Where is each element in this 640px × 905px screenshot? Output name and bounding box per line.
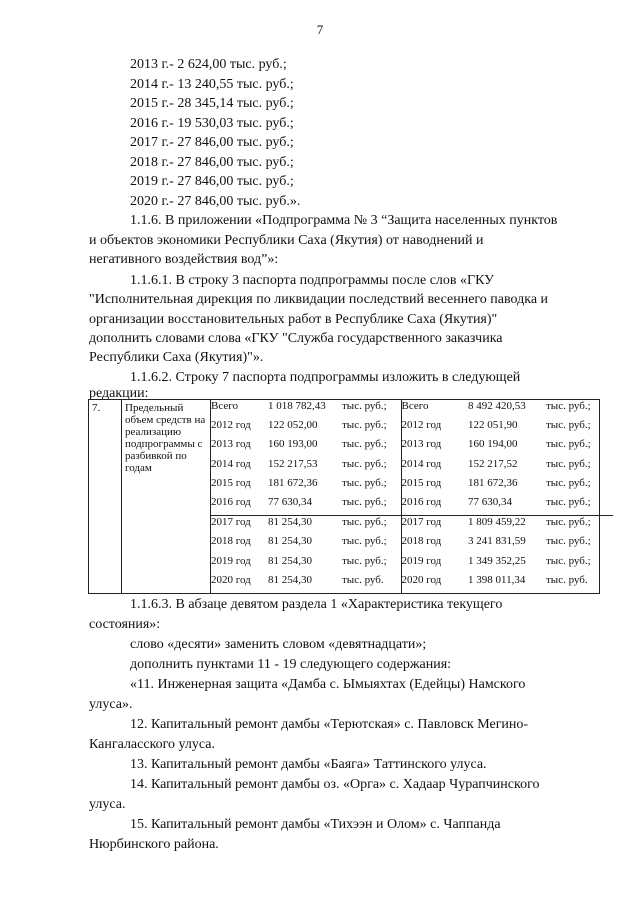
year-cell: 2017 год xyxy=(211,516,268,536)
list-item: 13. Капитальный ремонт дамбы «Баяга» Таттинского улуса. xyxy=(130,757,487,772)
page-number: 7 xyxy=(316,22,324,37)
table-row xyxy=(211,458,613,477)
paragraph-1-1-6-1-line: Республики Саха (Якутия)"». xyxy=(89,350,264,365)
table-row xyxy=(211,516,613,536)
amount-cell: 81 254,30 xyxy=(268,554,312,567)
amount-cell: 81 254,30 xyxy=(268,535,312,548)
unit-cell: тыс. руб.; xyxy=(546,457,591,470)
year-cell: Всего xyxy=(401,400,468,419)
year-cell: 2020 год xyxy=(211,573,251,586)
funding-grid xyxy=(211,400,613,593)
list-item: 15. Капитальный ремонт дамбы «Тихээн и Олом» с. Чаппанда xyxy=(130,817,501,832)
year-cell: 2013 год xyxy=(401,438,468,457)
amount-cell: 8 492 420,53 xyxy=(468,400,526,412)
year-cell: 2018 год xyxy=(401,535,468,554)
amount-cell: 152 217,52 xyxy=(468,457,518,470)
year-cell: 2019 год xyxy=(211,554,251,567)
year-amount-line: 2020 г.- 27 846,00 тыс. руб.». xyxy=(130,194,301,209)
paragraph-1-1-6-line: и объектов экономики Республики Саха (Якутия) от наводнений и xyxy=(89,233,484,248)
year-cell: 2016 год xyxy=(211,495,251,508)
list-item: Кангаласского улуса. xyxy=(89,737,216,752)
amount-cell: 160 193,00 xyxy=(268,438,318,451)
unit-cell: тыс. руб.; xyxy=(546,554,591,567)
list-item: улуса. xyxy=(89,797,126,812)
paragraph-1-1-6-1-line: "Исполнительная дирекция по ликвидации последствий весеннего паводка и xyxy=(89,292,549,307)
paragraph-1-1-6-2-line: 1.1.6.2. Строку 7 паспорта подпрограммы изложить в следующей xyxy=(130,370,521,385)
unit-cell: тыс. руб.; xyxy=(546,419,591,432)
amount-cell: 81 254,30 xyxy=(268,573,312,586)
list-item: 12. Капитальный ремонт дамбы «Терютская» с. Павловск Мегино- xyxy=(130,717,529,732)
amount-cell: 122 051,90 xyxy=(468,419,518,432)
year-cell: Всего xyxy=(211,400,238,412)
table-row-label: Предельный объем средств на реализацию подпрограммы с разбивкой по годам xyxy=(122,400,211,594)
paragraph-1-1-6-1-line: дополнить словами слова «ГКУ "Служба государственного заказчика xyxy=(89,331,503,346)
unit-cell: тыс. руб.; xyxy=(342,438,387,451)
paragraph-1-1-6-3-line: 1.1.6.3. В абзаце девятом раздела 1 «Характеристика текущего xyxy=(130,597,503,612)
year-amount-line: 2016 г.- 19 530,03 тыс. руб.; xyxy=(130,116,294,131)
unit-cell: тыс. руб. xyxy=(546,573,588,586)
year-cell: 2016 год xyxy=(401,496,468,516)
unit-cell: тыс. руб.; xyxy=(342,457,387,470)
list-item: «11. Инженерная защита «Дамба с. Ымыяхтах (Едейцы) Намского xyxy=(130,677,526,692)
year-cell: 2020 год xyxy=(401,574,468,593)
amount-cell: 77 630,34 xyxy=(268,495,312,508)
year-amount-line: 2019 г.- 27 846,00 тыс. руб.; xyxy=(130,174,294,189)
year-cell: 2014 год xyxy=(401,458,468,477)
table-row xyxy=(211,574,613,593)
unit-cell: тыс. руб.; xyxy=(342,495,387,508)
passport-table xyxy=(88,399,600,594)
year-amount-line: 2017 г.- 27 846,00 тыс. руб.; xyxy=(130,135,294,150)
amount-cell: 1 349 352,25 xyxy=(468,554,526,567)
year-amount-line: 2015 г.- 28 345,14 тыс. руб.; xyxy=(130,96,294,111)
amount-cell: 181 672,36 xyxy=(268,476,318,489)
amount-cell: 1 809 459,22 xyxy=(468,516,546,536)
table-row xyxy=(211,419,613,438)
year-cell: 2019 год xyxy=(401,555,468,574)
unit-cell: тыс. руб.; xyxy=(546,400,591,412)
unit-cell: тыс. руб.; xyxy=(342,535,387,548)
table-row xyxy=(211,496,613,516)
unit-cell: тыс. руб.; xyxy=(342,554,387,567)
year-cell: 2017 год xyxy=(401,516,468,536)
amount-cell: 152 217,53 xyxy=(268,457,318,470)
table-row xyxy=(211,555,613,574)
paragraph-1-1-6-line: 1.1.6. В приложении «Подпрограмма № 3 “Защита населенных пунктов xyxy=(130,213,558,228)
year-amount-line: 2014 г.- 13 240,55 тыс. руб.; xyxy=(130,77,294,92)
unit-cell: тыс. руб.; xyxy=(342,400,387,412)
unit-cell: тыс. руб.; xyxy=(546,438,591,451)
year-cell: 2012 год xyxy=(401,419,468,438)
funding-grid-cell xyxy=(211,400,600,594)
amount-cell: 1 398 011,34 xyxy=(468,573,526,586)
year-cell: 2014 год xyxy=(211,457,251,470)
amount-cell: 3 241 831,59 xyxy=(468,535,526,548)
paragraph-1-1-6-3-line: слово «десяти» заменить словом «девятнадцати»; xyxy=(130,637,427,652)
amount-cell: 160 194,00 xyxy=(468,438,518,451)
unit-cell: тыс. руб.; xyxy=(342,419,387,432)
table-row xyxy=(211,477,613,496)
paragraph-1-1-6-2-line: редакции: xyxy=(89,386,149,401)
unit-cell: тыс. руб.; xyxy=(546,535,591,548)
unit-cell: тыс. руб.; xyxy=(342,516,401,536)
amount-cell: 122 052,00 xyxy=(268,419,318,432)
unit-cell: тыс. руб.; xyxy=(546,495,591,508)
paragraph-1-1-6-3-line: дополнить пунктами 11 - 19 следующего содержания: xyxy=(130,657,452,672)
year-cell: 2015 год xyxy=(401,477,468,496)
table-row xyxy=(211,535,613,554)
list-item: 14. Капитальный ремонт дамбы оз. «Орга» с. Хадаар Чурапчинского xyxy=(130,777,540,792)
paragraph-1-1-6-1-line: организации восстановительных работ в Республике Саха (Якутия)" xyxy=(89,312,498,327)
year-amount-line: 2013 г.- 2 624,00 тыс. руб.; xyxy=(130,57,287,72)
year-cell: 2018 год xyxy=(211,535,251,548)
unit-cell: тыс. руб.; xyxy=(342,476,387,489)
amount-cell: 181 672,36 xyxy=(468,476,518,489)
paragraph-1-1-6-3-line: состояния»: xyxy=(89,617,161,632)
amount-cell: 1 018 782,43 xyxy=(268,400,326,412)
unit-cell: тыс. руб. xyxy=(342,573,384,586)
year-cell: 2015 год xyxy=(211,476,251,489)
table-row xyxy=(211,438,613,457)
paragraph-1-1-6-line: негативного воздействия вод”»: xyxy=(89,252,279,267)
amount-cell: 77 630,34 xyxy=(468,495,512,508)
year-cell: 2012 год xyxy=(211,419,251,432)
amount-cell: 81 254,30 xyxy=(268,516,342,536)
table-row xyxy=(211,400,613,419)
year-amount-line: 2018 г.- 27 846,00 тыс. руб.; xyxy=(130,155,294,170)
list-item: Нюрбинского района. xyxy=(89,837,219,852)
table-row-number: 7. xyxy=(89,400,122,594)
year-cell: 2013 год xyxy=(211,438,251,451)
unit-cell: тыс. руб.; xyxy=(546,476,591,489)
unit-cell: тыс. руб.; xyxy=(546,516,613,536)
list-item: улуса». xyxy=(89,697,133,712)
paragraph-1-1-6-1-line: 1.1.6.1. В строку 3 паспорта подпрограммы после слов «ГКУ xyxy=(130,273,495,288)
